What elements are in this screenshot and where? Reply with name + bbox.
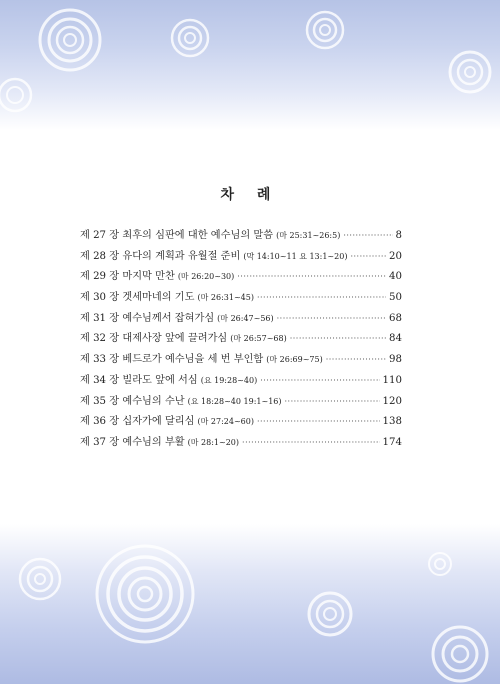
toc-entry[interactable] [80,350,402,371]
toc-entry-page-number: 110 [382,374,402,386]
toc-entry-page-number: 138 [382,416,402,428]
top-ripple-rings [0,0,500,130]
toc-dot-leader [257,417,380,426]
toc-entry-scripture-ref: (요 18:28~40 19:1~16) [187,396,282,406]
toc-entry[interactable] [80,412,402,433]
toc-entry[interactable] [80,247,402,268]
toc-entry[interactable] [80,371,402,392]
toc-entry-title: 제 34 장 빌라도 앞에 서심 [80,374,198,386]
toc-entry-scripture-ref: (마 26:47~56) [217,313,274,323]
ripple-ring-group [433,627,487,681]
toc-entry-page-number: 174 [382,436,402,448]
ripple-ring-group [429,553,451,575]
toc-dot-leader [285,397,380,406]
toc-entry[interactable] [80,226,402,247]
toc-entry-title: 제 27 장 최후의 심판에 대한 예수님의 말씀 [80,230,274,241]
toc-entry[interactable] [80,309,402,330]
toc-entry-page-number: 8 [395,230,402,241]
toc-entry-scripture-ref: (마 27:24~60) [197,417,254,427]
toc-dot-leader [242,438,380,447]
toc-entry-scripture-ref: (요 19:28~40) [200,375,258,385]
toc-entry-scripture-ref: (마 26:31~45) [197,293,254,303]
toc-entry-title: 제 31 장 예수님께서 잡혀가심 [80,312,215,324]
ripple-ring-group [40,10,100,70]
ripple-ring-group [309,593,351,635]
toc-entry-scripture-ref: (마 26:20~30) [177,272,235,282]
toc-entry-title: 제 35 장 예수님의 수난 [80,395,185,407]
toc-entry[interactable] [80,392,402,413]
ripple-ring-group [307,12,343,48]
ripple-ring-group [172,20,208,56]
toc-dot-leader [343,231,392,240]
toc-entry-page-number: 120 [382,395,402,407]
toc-dot-leader [326,355,386,364]
toc-entry-title: 제 28 장 유다의 계획과 유월절 준비 [80,250,241,262]
page-title: 차 례 [220,187,280,203]
toc-entry-title: 제 33 장 베드로가 예수님을 세 번 부인함 [80,354,264,366]
toc-entry[interactable] [80,288,402,309]
toc-dot-leader [237,272,386,281]
ripple-ring-group [450,52,490,92]
ripple-ring-group [97,546,193,642]
toc-entry-scripture-ref: (마 26:69~75) [266,355,323,365]
bottom-ripple-rings [0,524,500,684]
toc-entry-title: 제 32 장 대제사장 앞에 끌려가심 [80,333,228,345]
toc-entry[interactable] [80,267,402,288]
ripple-ring-group [20,559,60,599]
toc-dot-leader [350,252,386,261]
toc-entry-page-number: 68 [389,312,402,324]
toc-entry[interactable] [80,433,402,454]
toc-entry-scripture-ref: (마 28:1~20) [187,437,240,447]
toc-entry-scripture-ref: (마 25:31~26:5) [276,231,341,240]
toc-entry-page-number: 50 [389,292,402,304]
toc-entry-page-number: 84 [389,333,402,345]
toc-entry-title: 제 29 장 마지막 만찬 [80,271,175,283]
toc-entry-page-number: 40 [389,271,402,283]
toc-entry-title: 제 37 장 예수님의 부활 [80,436,185,448]
toc-entry[interactable] [80,329,402,350]
toc-dot-leader [257,293,386,302]
toc-entry-title: 제 36 장 십자가에 달리심 [80,416,195,428]
bottom-decorative-band [0,524,500,684]
toc-entry-title: 제 30 장 겟세마네의 기도 [80,292,195,304]
toc-entry-scripture-ref: (마 26:57~68) [230,334,287,344]
top-decorative-band [0,0,500,130]
toc-entry-scripture-ref: (막 14:10~11 요 13:1~20) [243,251,348,261]
toc-dot-leader [260,376,379,385]
toc-entry-page-number: 20 [389,250,402,262]
table-of-contents [80,226,402,454]
toc-dot-leader [277,314,386,323]
toc-dot-leader [290,334,386,343]
toc-entry-page-number: 98 [389,354,402,366]
ripple-ring-group [0,79,31,111]
